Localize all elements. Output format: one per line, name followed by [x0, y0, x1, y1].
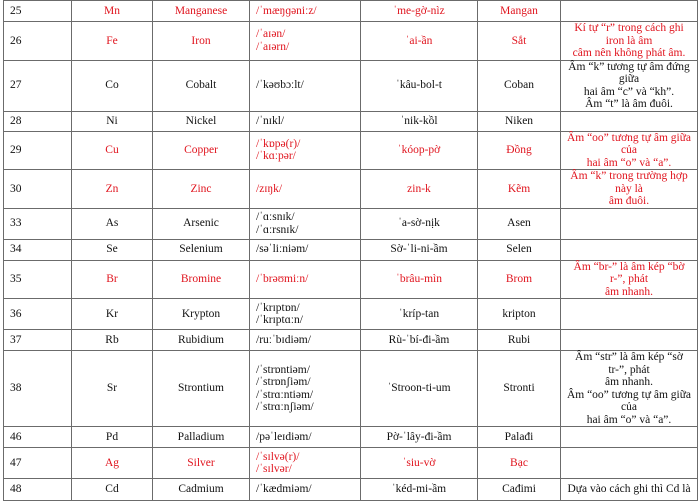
element-symbol: Zn	[72, 170, 153, 209]
element-number: 25	[4, 1, 72, 22]
ipa-line: /ˈkəʊbɔːlt/	[256, 79, 304, 92]
ipa-line: /pəˈleɪdiəm/	[256, 430, 312, 443]
note-line: hai âm “o” và “a”.	[586, 413, 672, 426]
note-line: hai âm “o” và “a”.	[586, 156, 672, 169]
note-line: Âm “str” là âm kép “sờ tr-”, phát	[575, 351, 683, 376]
element-vietnamese-name: Coban	[478, 60, 561, 111]
element-vietnamese-name: Sắt	[478, 22, 561, 61]
table-body	[4, 1, 698, 501]
element-symbol: Mn	[72, 1, 153, 22]
element-english-name: Krypton	[153, 299, 250, 330]
ipa-line: /ˈsɪlvə(r)/	[256, 450, 300, 463]
element-ipa	[250, 479, 361, 501]
table-row	[4, 427, 698, 448]
element-note	[561, 60, 698, 111]
element-ipa	[250, 330, 361, 351]
element-english-name: Palladium	[153, 427, 250, 448]
element-english-name: Copper	[153, 131, 250, 170]
element-ipa	[250, 299, 361, 330]
ipa-line: /ˈsɪlvər/	[256, 463, 292, 475]
note-line: Kí tự “r” trong cách ghi iron là âm	[574, 22, 684, 47]
element-ipa	[250, 1, 361, 22]
ipa-line: /ˈstrɑːntiəm/	[256, 388, 314, 401]
element-symbol: Pd	[72, 427, 153, 448]
element-english-name: Arsenic	[153, 208, 250, 239]
table-row	[4, 260, 698, 299]
element-vietnamese-pronunciation: ˈkéd-mi-ầm	[361, 479, 478, 501]
element-note	[561, 208, 698, 239]
element-number: 33	[4, 208, 72, 239]
note-line: Âm “k” trong trường hợp này là	[570, 170, 688, 195]
element-vietnamese-name: Niken	[478, 111, 561, 131]
element-ipa	[250, 239, 361, 260]
note-line: Âm “br-” là âm kép “bờ r-”, phát	[573, 260, 685, 285]
element-vietnamese-name: Cađimi	[478, 479, 561, 501]
element-note	[561, 1, 698, 22]
element-vietnamese-pronunciation: Pờ-ˈlây-đi-ầm	[361, 427, 478, 448]
element-symbol: Ni	[72, 111, 153, 131]
element-symbol: As	[72, 208, 153, 239]
element-ipa	[250, 208, 361, 239]
element-number: 30	[4, 170, 72, 209]
element-vietnamese-name: Palađi	[478, 427, 561, 448]
element-vietnamese-pronunciation: ˈnik-kồl	[361, 111, 478, 131]
element-note	[561, 479, 698, 501]
element-english-name: Cobalt	[153, 60, 250, 111]
table-row	[4, 351, 698, 427]
element-ipa	[250, 170, 361, 209]
element-english-name: Cadmium	[153, 479, 250, 501]
element-vietnamese-pronunciation: Rù-ˈbí-đi-ầm	[361, 330, 478, 351]
ipa-line: /ˈɑːrsnɪk/	[256, 223, 299, 236]
element-symbol: Cu	[72, 131, 153, 170]
element-english-name: Nickel	[153, 111, 250, 131]
element-ipa	[250, 22, 361, 61]
table-row	[4, 330, 698, 351]
element-symbol: Co	[72, 60, 153, 111]
table-row	[4, 60, 698, 111]
element-number: 28	[4, 111, 72, 131]
element-english-name: Manganese	[153, 1, 250, 22]
ipa-line: /ˈkrɪptɒn/	[256, 301, 300, 314]
element-vietnamese-name: kripton	[478, 299, 561, 330]
ipa-line: /ˈkɑːpər/	[256, 150, 296, 163]
element-ipa	[250, 427, 361, 448]
element-number: 34	[4, 239, 72, 260]
element-note	[561, 448, 698, 479]
ipa-line: /ˈmæŋɡəniːz/	[256, 4, 317, 17]
element-vietnamese-name: Kẽm	[478, 170, 561, 209]
element-note	[561, 351, 698, 427]
element-number: 37	[4, 330, 72, 351]
element-vietnamese-name: Bạc	[478, 448, 561, 479]
ipa-line: /ˈkrɪptɑːn/	[256, 314, 303, 326]
table-row	[4, 448, 698, 479]
element-vietnamese-pronunciation: ˈa-sờ-nịk	[361, 208, 478, 239]
ipa-line: /ˈkɒpə(r)/	[256, 137, 301, 150]
note-line: âm nhanh.	[605, 285, 653, 298]
ipa-line: /ˈstrɒnʃiəm/	[256, 376, 311, 388]
note-line: Âm “k” tương tự âm đứng giữa	[568, 60, 690, 85]
element-english-name: Rubidium	[153, 330, 250, 351]
element-symbol: Se	[72, 239, 153, 260]
element-note	[561, 299, 698, 330]
ipa-line: /zɪŋk/	[256, 182, 283, 195]
element-number: 29	[4, 131, 72, 170]
table-row	[4, 208, 698, 239]
element-vietnamese-name: Mangan	[478, 1, 561, 22]
element-vietnamese-pronunciation: ˈkóop-pờ	[361, 131, 478, 170]
ipa-line: /ruːˈbɪdiəm/	[256, 333, 311, 346]
element-vietnamese-pronunciation: ˈkríp-tan	[361, 299, 478, 330]
table-row	[4, 1, 698, 22]
element-number: 36	[4, 299, 72, 330]
element-note	[561, 239, 698, 260]
element-vietnamese-name: Rubi	[478, 330, 561, 351]
element-english-name: Selenium	[153, 239, 250, 260]
table-row	[4, 131, 698, 170]
element-number: 48	[4, 479, 72, 501]
table-row	[4, 170, 698, 209]
note-line: âm nhanh.	[605, 376, 653, 388]
element-vietnamese-pronunciation: ˈme-gờ-nìz	[361, 1, 478, 22]
ipa-line: /ˈstrɑːnʃiəm/	[256, 401, 314, 413]
element-english-name: Silver	[153, 448, 250, 479]
ipa-line: /ˈɑːsnɪk/	[256, 211, 295, 223]
element-symbol: Br	[72, 260, 153, 299]
element-english-name: Bromine	[153, 260, 250, 299]
element-number: 27	[4, 60, 72, 111]
element-ipa	[250, 260, 361, 299]
table-row	[4, 239, 698, 260]
element-english-name: Iron	[153, 22, 250, 61]
element-symbol: Fe	[72, 22, 153, 61]
element-vietnamese-pronunciation: ˈkâu-bol-t	[361, 60, 478, 111]
note-line: Âm “t” là âm đuôi.	[585, 98, 673, 110]
ipa-line: /ˈnɪkl/	[256, 114, 285, 127]
element-ipa	[250, 111, 361, 131]
element-note	[561, 22, 698, 61]
element-symbol: Kr	[72, 299, 153, 330]
element-vietnamese-name: Brom	[478, 260, 561, 299]
element-ipa	[250, 131, 361, 170]
note-line: Âm “oo” tương tự âm giữa của	[566, 388, 692, 413]
note-line: câm nên không phát âm.	[572, 47, 686, 59]
note-line: âm đuôi.	[608, 195, 650, 207]
element-symbol: Rb	[72, 330, 153, 351]
element-vietnamese-name: Selen	[478, 239, 561, 260]
ipa-line: /ˈstrɒntiəm/	[256, 363, 310, 376]
note-line: Dựa vào cách ghi thì Cd là	[567, 483, 691, 496]
element-note	[561, 330, 698, 351]
element-vietnamese-name: Stronti	[478, 351, 561, 427]
element-ipa	[250, 448, 361, 479]
element-note	[561, 427, 698, 448]
element-note	[561, 111, 698, 131]
ipa-line: /ˈaɪən/	[256, 28, 286, 41]
table-row	[4, 479, 698, 501]
element-pronunciation-table	[3, 0, 698, 501]
element-vietnamese-pronunciation: Sờ-ˈli-ni-ầm	[361, 239, 478, 260]
table-row	[4, 111, 698, 131]
element-ipa	[250, 60, 361, 111]
note-line: hai âm “c” và “kh”.	[583, 85, 675, 98]
element-number: 38	[4, 351, 72, 427]
element-vietnamese-pronunciation: ˈai-ần	[361, 22, 478, 61]
table-row	[4, 299, 698, 330]
element-number: 26	[4, 22, 72, 61]
table-row	[4, 22, 698, 61]
element-vietnamese-pronunciation: ˈsiu-vờ	[361, 448, 478, 479]
element-symbol: Cd	[72, 479, 153, 501]
element-vietnamese-name: Đồng	[478, 131, 561, 170]
element-vietnamese-pronunciation: ˈStroon-ti-um	[361, 351, 478, 427]
ipa-line: /ˈkædmiəm/	[256, 483, 312, 496]
element-number: 47	[4, 448, 72, 479]
element-note	[561, 131, 698, 170]
note-line: Âm “oo” tương tự âm giữa của	[566, 131, 692, 156]
element-vietnamese-pronunciation: ˈbrâu-mìn	[361, 260, 478, 299]
element-english-name: Strontium	[153, 351, 250, 427]
element-vietnamese-pronunciation: zin-k	[361, 170, 478, 209]
element-symbol: Ag	[72, 448, 153, 479]
element-note	[561, 170, 698, 209]
element-symbol: Sr	[72, 351, 153, 427]
element-number: 35	[4, 260, 72, 299]
element-number: 46	[4, 427, 72, 448]
ipa-line: /səˈliːniəm/	[256, 243, 309, 256]
ipa-line: /ˈaɪərn/	[256, 40, 290, 53]
ipa-line: /ˈbrəʊmiːn/	[256, 273, 309, 285]
element-ipa	[250, 351, 361, 427]
element-note	[561, 260, 698, 299]
element-english-name: Zinc	[153, 170, 250, 209]
element-vietnamese-name: Asen	[478, 208, 561, 239]
